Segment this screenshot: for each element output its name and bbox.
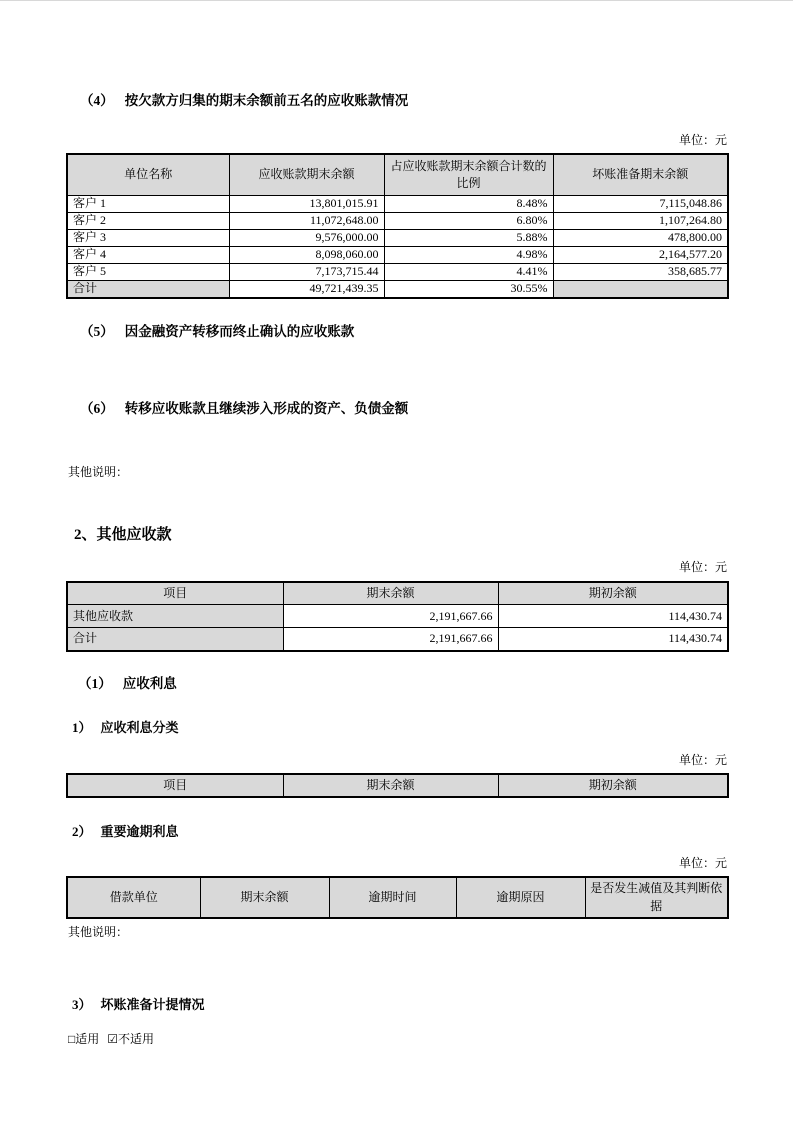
column-header: 项目	[67, 582, 283, 605]
section-4-title: 按欠款方归集的期末余额前五名的应收账款情况	[124, 93, 409, 108]
table-row	[67, 230, 728, 247]
table-cell: 114,430.74	[498, 605, 728, 628]
not-applicable-checkbox: ☑不适用	[107, 1032, 155, 1047]
table-cell: 8.48%	[384, 196, 553, 213]
table-row	[67, 605, 728, 628]
table-cell: 客户 2	[67, 213, 229, 230]
table-cell: 2,191,667.66	[283, 605, 498, 628]
header-row	[67, 154, 728, 196]
top5-receivables-table	[66, 153, 729, 299]
table-cell: 478,800.00	[553, 230, 728, 247]
unit-label: 单位：元	[678, 132, 727, 147]
overdue-interest-heading	[72, 824, 727, 840]
column-header: 期末余额	[283, 582, 498, 605]
other-note-label: 其他说明：	[68, 464, 129, 479]
other-note-label: 其他说明：	[68, 925, 129, 939]
table-row	[67, 628, 728, 651]
report-page	[0, 1, 793, 1046]
column-header: 项目	[67, 774, 283, 797]
table-cell: 4.41%	[384, 264, 553, 281]
overdue-interest-number: 2）	[72, 824, 92, 840]
section-6-number: （6）	[80, 400, 114, 416]
column-header: 期初余额	[498, 774, 728, 797]
overdue-interest-table	[66, 876, 729, 919]
other-receivables-table	[66, 581, 729, 652]
column-header: 借款单位	[67, 877, 200, 918]
table-row	[67, 247, 728, 264]
section-6-title: 转移应收账款且继续涉入形成的资产、负债金额	[124, 400, 409, 416]
bad-debt-provision-heading	[72, 997, 727, 1013]
unit-label: 单位：元	[678, 752, 727, 767]
unit-label: 单位：元	[678, 856, 727, 871]
column-header: 期末余额	[200, 877, 329, 918]
table-cell: 1,107,264.80	[553, 213, 728, 230]
table-row	[67, 264, 728, 281]
table-cell: 客户 4	[67, 247, 229, 264]
table-cell: 客户 3	[67, 230, 229, 247]
column-header: 占应收账款期末余额合计数的比例	[384, 154, 553, 196]
table-cell: 9,576,000.00	[229, 230, 384, 247]
table-cell: 2,164,577.20	[553, 247, 728, 264]
column-header: 应收账款期末余额	[229, 154, 384, 196]
section-5-title: 因金融资产转移而终止确认的应收账款	[124, 323, 355, 339]
table-cell: 114,430.74	[498, 628, 728, 651]
table-cell: 合计	[67, 628, 283, 651]
table-cell: 4.98%	[384, 247, 553, 264]
table-cell: 6.80%	[384, 213, 553, 230]
interest-classification-title: 应收利息分类	[100, 719, 179, 735]
bad-debt-provision-number: 3）	[72, 996, 92, 1012]
column-header: 逾期原因	[456, 877, 585, 918]
bad-debt-provision-title: 坏账准备计提情况	[100, 996, 205, 1012]
column-header: 是否发生减值及其判断依据	[585, 877, 728, 918]
column-header: 逾期时间	[329, 877, 456, 918]
overdue-interest-title: 重要逾期利息	[100, 824, 179, 840]
table-cell: 客户 1	[67, 196, 229, 213]
table-row	[67, 196, 728, 213]
header-row	[67, 877, 728, 918]
column-header: 期末余额	[283, 774, 498, 797]
unit-label: 单位：元	[678, 560, 727, 575]
interest-number: （1）	[78, 675, 112, 691]
interest-classification-table	[66, 773, 729, 798]
header-row	[67, 582, 728, 605]
section-5-heading	[80, 324, 727, 341]
table-cell: 其他应收款	[67, 605, 283, 628]
table-cell: 8,098,060.00	[229, 247, 384, 264]
table-cell: 358,685.77	[553, 264, 728, 281]
table-cell: 2,191,667.66	[283, 628, 498, 651]
table-cell: 13,801,015.91	[229, 196, 384, 213]
table-row	[67, 213, 728, 230]
table-cell	[553, 281, 728, 298]
section-4-heading	[80, 93, 727, 110]
interest-classification-number: 1）	[72, 719, 92, 735]
table-cell: 客户 5	[67, 264, 229, 281]
section-5-number: （5）	[80, 323, 114, 339]
table-cell: 7,173,715.44	[229, 264, 384, 281]
table-cell: 5.88%	[384, 230, 553, 247]
table-cell: 7,115,048.86	[553, 196, 728, 213]
other-receivables-heading: 2、其他应收款	[74, 527, 172, 544]
section-6-heading	[80, 401, 727, 418]
column-header: 坏账准备期末余额	[553, 154, 728, 196]
interest-classification-heading	[72, 720, 727, 736]
header-row	[67, 774, 728, 797]
interest-title: 应收利息	[122, 675, 177, 691]
section-4-number: （4）	[80, 93, 114, 108]
total-row	[67, 281, 728, 298]
column-header: 期初余额	[498, 582, 728, 605]
table-cell: 合计	[67, 281, 229, 298]
applicable-checkbox: □适用	[68, 1032, 100, 1047]
applicability-line	[68, 1032, 727, 1046]
table-cell: 30.55%	[384, 281, 553, 298]
column-header: 单位名称	[67, 154, 229, 196]
interest-heading	[78, 676, 727, 693]
table-cell: 49,721,439.35	[229, 281, 384, 298]
table-cell: 11,072,648.00	[229, 213, 384, 230]
